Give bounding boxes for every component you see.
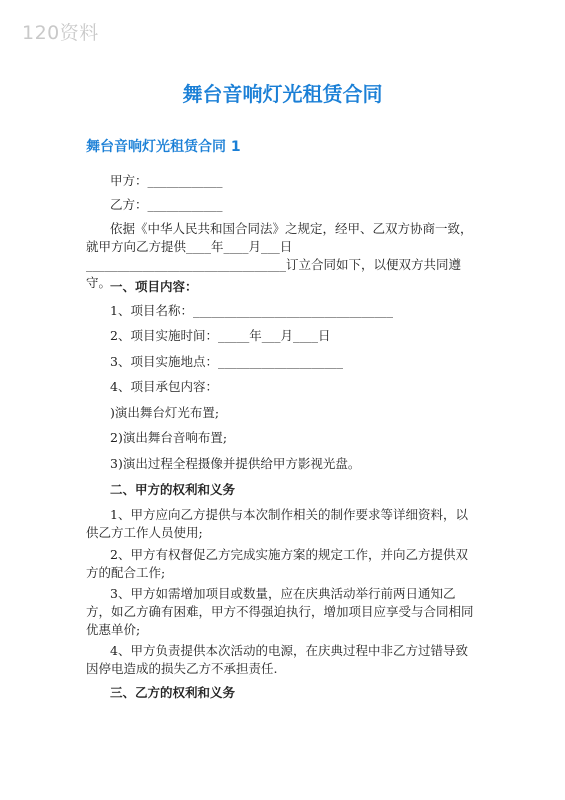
watermark: 120资料 xyxy=(22,22,99,44)
party-a-duty-3: 3、甲方如需增加项目或数量，应在庆典活动举行前两日通知乙方，如乙方确有困难，甲方不得强迫执行，增加项目应享受与合同相同优惠单价; xyxy=(86,586,474,637)
party-a-duty-4: 4、甲方负责提供本次活动的电源，在庆典过程中非乙方过错导致因停电造成的损失乙方不承担责任. xyxy=(86,643,468,676)
document-title: 舞台音响灯光租赁合同 xyxy=(182,82,383,106)
party-a-duty-1: 1、甲方应向乙方提供与本次制作相关的制作要求等详细资料，以供乙方工作人员使用; xyxy=(86,507,468,540)
party-a-duty-2: 2、甲方有权督促乙方完成实施方案的规定工作，并向乙方提供双方的配合工作; xyxy=(86,547,468,580)
project-scope-line: 4、项目承包内容： xyxy=(110,379,218,394)
section2-heading: 二、甲方的权利和义务 xyxy=(110,482,236,497)
scope-item-lighting: )演出舞台灯光布置; xyxy=(110,405,220,420)
project-location-line: 3、项目实施地点：____________________ xyxy=(110,354,343,369)
project-time-line: 2、项目实施时间：_____年___月____日 xyxy=(110,328,331,343)
contract-subtitle: 舞台音响灯光租赁合同 1 xyxy=(86,139,241,155)
project-name-line: 1、项目名称：________________________________ xyxy=(110,303,393,318)
section1-heading: 一、项目内容： xyxy=(110,279,198,294)
party-a-line: 甲方：____________ xyxy=(110,173,223,188)
intro-paragraph: 依据《中华人民共和国合同法》之规定，经甲、乙双方协商一致，就甲方向乙方提供____年____月___日________________________________订立合同如下，以便双方共同遵守。 xyxy=(86,221,473,290)
scope-item-video: 3)演出过程全程摄像并提供给甲方影视光盘。 xyxy=(110,456,361,471)
party-b-line: 乙方：____________ xyxy=(110,197,223,212)
section3-heading: 三、乙方的权利和义务 xyxy=(110,685,236,700)
scope-item-audio: 2)演出舞台音响布置; xyxy=(110,430,228,445)
